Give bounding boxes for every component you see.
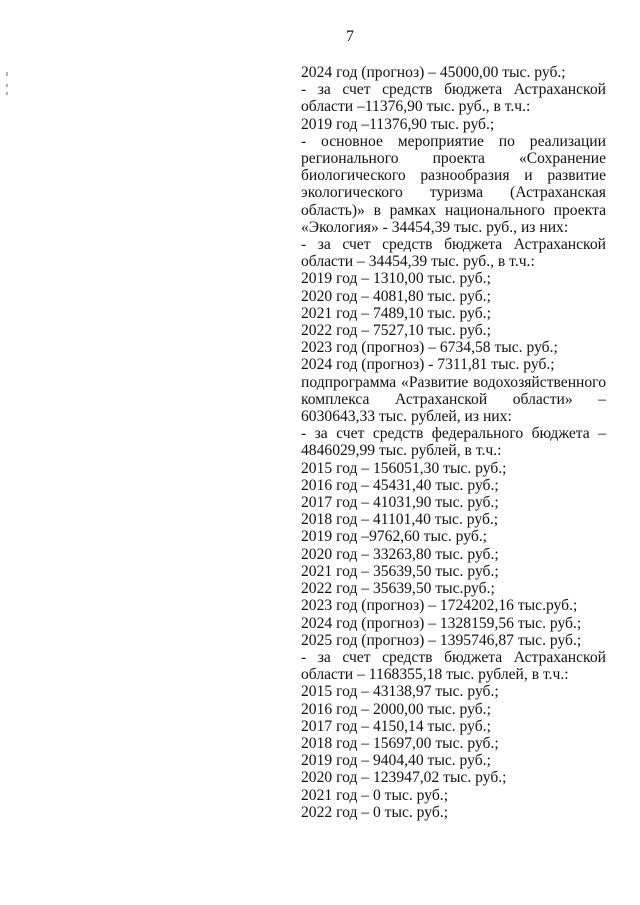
- text-line: - за счет средств бюджета Астраханской: [301, 81, 606, 99]
- text-line: 2023 год (прогноз) – 6734,58 тыс. руб.;: [301, 339, 558, 357]
- text-line: 2019 год – 9404,40 тыс. руб.;: [301, 752, 491, 770]
- text-line: 2018 год – 15697,00 тыс. руб.;: [301, 734, 499, 752]
- text-line: регионального проекта «Сохранение: [301, 150, 606, 168]
- document-body: [301, 64, 606, 821]
- text-line: 2019 год – 1310,00 тыс. руб.;: [301, 270, 491, 288]
- text-line: 2015 год – 156051,30 тыс. руб.;: [301, 459, 507, 477]
- text-line: 2015 год – 43138,97 тыс. руб.;: [301, 683, 499, 701]
- text-line: 2017 год – 41031,90 тыс. руб.;: [301, 494, 499, 512]
- text-line: биологического разнообразия и развитие: [301, 167, 606, 185]
- text-line: - за счет средств бюджета Астраханской: [301, 648, 606, 666]
- text-line: 2023 год (прогноз) – 1724202,16 тыс.руб.;: [301, 597, 578, 615]
- text-line: - за счет средств федерального бюджета –: [301, 425, 606, 443]
- text-line: 6030643,33 тыс. рублей, из них:: [301, 408, 512, 426]
- text-line: 4846029,99 тыс. рублей, в т.ч.:: [301, 442, 502, 460]
- text-line: - за счет средств бюджета Астраханской: [301, 236, 606, 254]
- text-line: 2024 год (прогноз) – 1328159,56 тыс. руб.;: [301, 614, 582, 632]
- text-line: «Экология» - 34454,39 тыс. руб., из них:: [301, 218, 569, 236]
- text-line: 2017 год – 4150,14 тыс. руб.;: [301, 717, 491, 735]
- text-line: 2025 год (прогноз) – 1395746,87 тыс. руб.;: [301, 631, 582, 649]
- scan-margin-mark: [6, 84, 8, 87]
- text-line: - основное мероприятие по реализации: [301, 132, 606, 150]
- text-line: 2022 год – 35639,50 тыс.руб.;: [301, 580, 495, 598]
- text-line: области – 1168355,18 тыс. рублей, в т.ч.:: [301, 666, 569, 684]
- page-number: 7: [346, 28, 354, 45]
- scan-margin-mark: [6, 72, 8, 76]
- text-line: 2019 год –11376,90 тыс. руб.;: [301, 115, 495, 133]
- text-line: 2020 год – 33263,80 тыс. руб.;: [301, 545, 499, 563]
- text-line: 2021 год – 0 тыс. руб.;: [301, 786, 449, 804]
- text-line: 2024 год (прогноз) – 45000,00 тыс. руб.;: [301, 64, 566, 81]
- text-line: 2020 год – 123947,02 тыс. руб.;: [301, 769, 507, 787]
- text-line: 2024 год (прогноз) - 7311,81 тыс. руб.;: [301, 356, 555, 374]
- text-line: экологического туризма (Астраханская: [301, 184, 606, 202]
- text-line: область)» в рамках национального проекта: [301, 201, 606, 219]
- text-line: подпрограмма «Развитие водохозяйственного: [301, 373, 606, 391]
- text-line: области –11376,90 тыс. руб., в т.ч.:: [301, 98, 531, 116]
- text-line: 2016 год – 45431,40 тыс. руб.;: [301, 476, 499, 494]
- scan-margin-mark: [6, 92, 8, 95]
- text-line: 2021 год – 7489,10 тыс. руб.;: [301, 304, 491, 322]
- text-line: 2022 год – 7527,10 тыс. руб.;: [301, 322, 491, 340]
- text-line: 2018 год – 41101,40 тыс. руб.;: [301, 511, 499, 529]
- text-line: 2021 год – 35639,50 тыс. руб.;: [301, 562, 499, 580]
- text-line: 2019 год –9762,60 тыс. руб.;: [301, 528, 488, 546]
- text-line: комплекса Астраханской области» –: [301, 390, 606, 408]
- text-line: 2020 год – 4081,80 тыс. руб.;: [301, 287, 491, 305]
- text-line: 2016 год – 2000,00 тыс. руб.;: [301, 700, 491, 718]
- text-line: 2022 год – 0 тыс. руб.;: [301, 803, 449, 821]
- text-line: области – 34454,39 тыс. руб., в т.ч.:: [301, 253, 535, 271]
